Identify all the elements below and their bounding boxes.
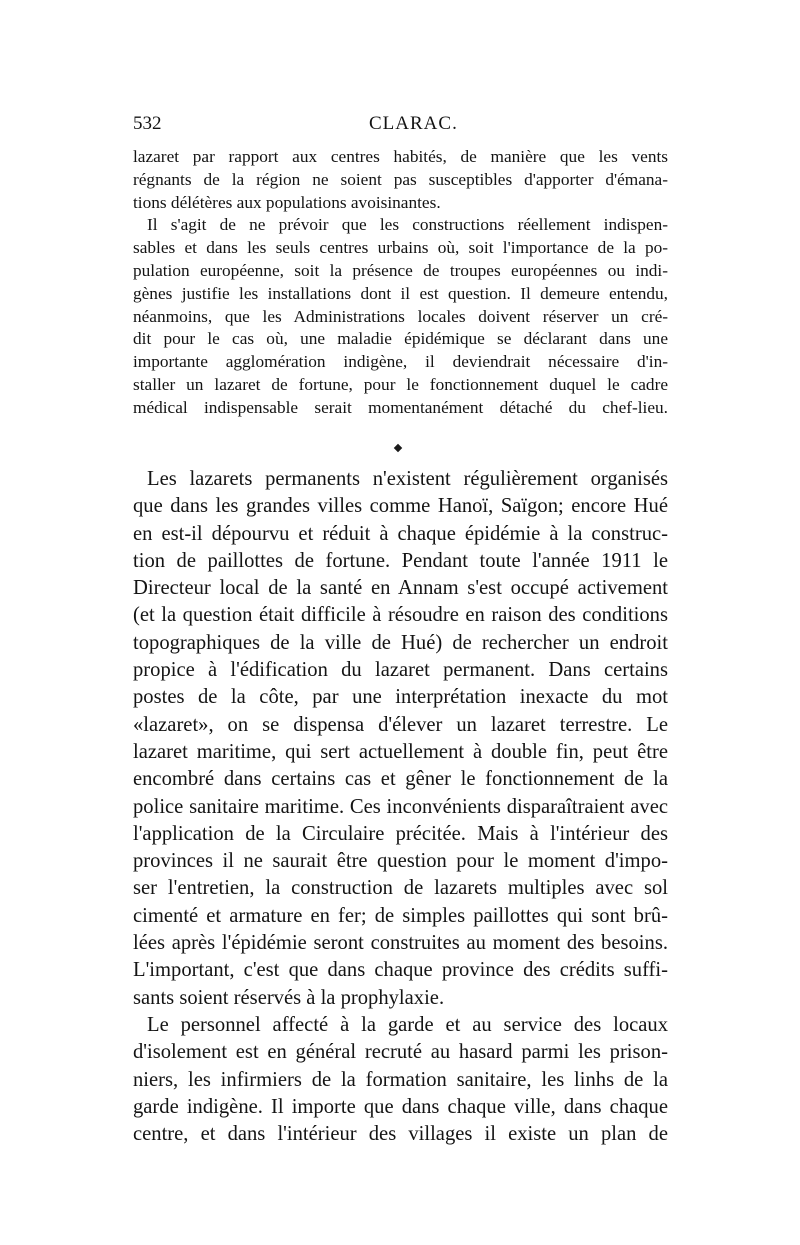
text-line: en est-il dépourvu et réduit à chaque épidémie à la construc- (133, 522, 668, 545)
text-line: staller un lazaret de fortune, pour le fonctionnement duquel le cadre (133, 374, 668, 394)
text-block-1 (133, 146, 668, 420)
text-line: garde indigène. Il importe que dans chaque ville, dans chaque (133, 1095, 668, 1118)
text-line: importante agglomération indigène, il deviendrait nécessaire d'in- (133, 352, 668, 372)
text-line: «lazaret», on se dispensa d'élever un lazaret terrestre. Le (133, 713, 668, 736)
text-line: topographiques de la ville de Hué) de rechercher un endroit (133, 631, 668, 654)
text-line: pulation européenne, soit la présence de troupes européennes ou indi- (133, 260, 668, 280)
text-line: niers, les infirmiers de la formation sanitaire, les linhs de la (133, 1068, 668, 1091)
page-header (133, 113, 668, 139)
text-line: centre, et dans l'intérieur des villages il existe un plan de (133, 1123, 668, 1146)
text-line: que dans les grandes villes comme Hanoï, Saïgon; encore Hué (133, 495, 668, 518)
text-line: Il s'agit de ne prévoir que les constructions réellement indispen- (147, 215, 668, 235)
text-line: tion de paillottes de fortune. Pendant toute l'année 1911 le (133, 549, 668, 572)
text-line: cimenté et armature en fer; de simples paillottes qui sont brû- (133, 904, 668, 927)
section-divider-mark (394, 444, 402, 452)
page-number: 532 (133, 113, 162, 134)
text-line: L'important, c'est que dans chaque province des crédits suffi- (133, 959, 668, 982)
text-line: police sanitaire maritime. Ces inconvénients disparaîtraient avec (133, 795, 668, 818)
text-line: d'isolement est en général recruté au hasard parmi les prison- (133, 1041, 668, 1064)
text-line: encombré dans certains cas et gêner le fonctionnement de la (133, 768, 668, 791)
text-line: l'application de la Circulaire précitée. Mais à l'intérieur des (133, 822, 668, 845)
text-block-2 (133, 466, 668, 1148)
text-line: gènes justifie les installations dont il est question. Il demeure entendu, (133, 283, 668, 303)
text-line: (et la question était difficile à résoudre en raison des conditions (133, 604, 668, 627)
text-line: lées après l'épidémie seront construites au moment des besoins. (133, 932, 668, 955)
text-line: propice à l'édification du lazaret permanent. Dans certains (133, 659, 668, 682)
text-line: ser l'entretien, la construction de lazarets multiples avec sol (133, 877, 668, 900)
text-line: dit pour le cas où, une maladie épidémique se déclarant dans une (133, 329, 668, 349)
text-line: postes de la côte, par une interprétation inexacte du mot (133, 686, 668, 709)
text-line: lazaret maritime, qui sert actuellement à double fin, peut être (133, 740, 668, 763)
text-line: néanmoins, que les Administrations locales doivent réserver un cré- (133, 306, 668, 326)
text-line: Directeur local de la santé en Annam s'est occupé activement (133, 577, 668, 600)
text-line: tions délétères aux populations avoisinantes. (133, 192, 441, 212)
text-line: médical indispensable serait momentanément détaché du chef-lieu. (133, 397, 668, 417)
text-line: Le personnel affecté à la garde et au service des locaux (147, 1013, 668, 1036)
text-line: Les lazarets permanents n'existent régulièrement organisés (147, 468, 668, 490)
text-line: sables et dans les seuls centres urbains où, soit l'importance de la po- (133, 238, 668, 258)
text-line: provinces il ne saurait être question pour le moment d'impo- (133, 850, 668, 873)
text-line: sants soient réservés à la prophylaxie. (133, 986, 445, 1009)
text-line: régnants de la région ne soient pas susceptibles d'apporter d'émana- (133, 169, 668, 189)
running-head: CLARAC. (369, 113, 458, 134)
text-line: lazaret par rapport aux centres habités, de manière que les vents (133, 147, 668, 166)
